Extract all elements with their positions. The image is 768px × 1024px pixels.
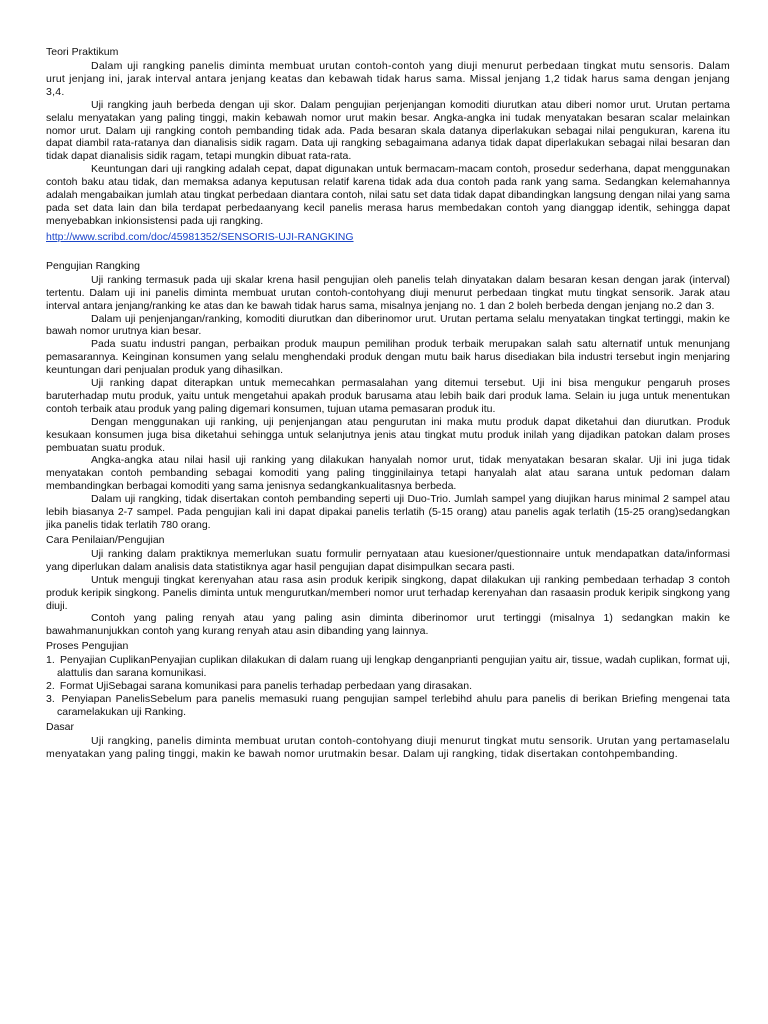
list-item bbox=[46, 693, 730, 719]
list-item bbox=[46, 654, 730, 680]
paragraph: Untuk menguji tingkat kerenyahan atau rasa asin produk keripik singkong, dapat dilakukan uji ranking pembedaan terhadap 3 contoh produk keripik singkong. Panelis diminta untuk mengurutkan/memberi nomor urut terhadap kerenyahan dan rasaasin produk keripik singkong yang diuji. bbox=[46, 573, 730, 612]
paragraph: Dalam uji rangking panelis diminta membuat urutan contoh-contoh yang diuji menurut perbedaan tingkat mutu sensoris. Dalam urut jenjang ini, jarak interval antara jenjang keatas dan kebawah tidak harus sama. Missal jenjang 1,2 tidak harus sama dengan jenjang 3,4. bbox=[46, 60, 730, 98]
paragraph: Angka-angka atau nilai hasil uji ranking yang dilakukan hanyalah nomor urut, tidak menyatakan besaran skalar. Uji ini juga tidak menyatakan contoh pembanding sebagai komoditi yang paling tingginilainya tetapi hanyalah alat atau sarana untuk pedoman dalam membandingkan berbagai komoditi yang sama jenisnya sedangkankualitasnya berbeda. bbox=[46, 454, 730, 493]
section-heading-dasar: Dasar bbox=[46, 720, 75, 733]
spacer bbox=[46, 244, 730, 258]
list-text: Penyajian CuplikanPenyajian cuplikan dilakukan di dalam ruang uji lengkap denganprianti pengujian yaitu air, tissue, wadah cuplikan, format uji, alattulis dan sarana komunikasi. bbox=[57, 654, 730, 680]
paragraph: Uji ranking termasuk pada uji skalar krena hasil pengujian oleh panelis telah dinyatakan dalam besaran kesan dengan jarak (interval) tertentu. Dalam uji ini panelis diminta membuat urutan contoh-contohyang diuji menurut perbedaan tingkat mutu tingkat sensorik. Jarak atau interval antara jenjang/ranking ke atas dan ke bawah tidak harus sama, misalnya jenjang no. 1 dan 2 boleh berbeda dengan jenjang no.2 dan 3. bbox=[46, 273, 730, 312]
paragraph: Contoh yang paling renyah atau yang paling asin diminta diberinomor urut tertinggi (misalnya 1) sedangkan makin ke bawahmanunjukkan contoh yang kurang renyah atau asin dibanding yang lainnya. bbox=[46, 612, 730, 638]
paragraph: Keuntungan dari uji rangking adalah cepat, dapat digunakan untuk bermacam-macam contoh, prosedur sederhana, dapat menggunakan contoh baku atau tidak, dan memaksa adanya keputusan relatif karena tidak ada dua contoh pada rank yang sama. Sedangkan kelemahannya adalah mengabaikan jumlah atau tingkat perbedaan diantara contoh, nilai satu set data tidak dapat dibandingkan langsung dengan nilai yang sama pada set data lain dan bila terdapat perbedaanyang kecil panelis merasa harus membedakan contoh yang dianggap identik, sehingga dapat menyebabkan inkionsistensi pada uji rangking. bbox=[46, 163, 730, 227]
process-list bbox=[46, 654, 730, 719]
list-text: Penyiapan PanelisSebelum para panelis memasuki ruang pengujian sampel terlebihd ahulu para panelis di berikan Briefing mengenai tata caramelakukan uji Ranking. bbox=[57, 692, 730, 718]
list-number: 1. bbox=[46, 654, 55, 667]
paragraph: Uji rangking jauh berbeda dengan uji skor. Dalam pengujian perjenjangan komoditi diurutkan atau diberi nomor urut. Urutan pertama selalu menyatakan yang paling tinggi, makin kebawah nomor urut makin besar. Angka-angka ini tudak menyatakan besaran scalar melainkan nomor urut. Dalam uji rangking contoh pembanding tidak ada. Pada besaran skala datanya diperlakukan sebagai nilai pengukuran, karena itu dapat diambil rata-ratanya dan dianalisis sidik ragam. Data uji rangking sebagaimana adanya tidak dapat diperlakukan sebagai nilai besaran dan tidak dapat dianalisis sidik ragam, tetapi mungkin dibuat rata-rata. bbox=[46, 98, 730, 163]
section-heading-proses-pengujian: Proses Pengujian bbox=[46, 640, 129, 653]
section-heading-cara-penilaian: Cara Penilaian/Pengujian bbox=[46, 533, 165, 546]
list-number: 2. bbox=[46, 680, 55, 693]
list-text: Format UjiSebagai sarana komunikasi para panelis terhadap perbedaan yang dirasakan. bbox=[59, 680, 473, 693]
paragraph: Dalam uji rangking, tidak disertakan contoh pembanding seperti uji Duo-Trio. Jumlah sampel yang diujikan harus minimal 2 sampel atau lebih biasanya 2-7 sampel. Pada pengujian kali ini dapat dipakai panelis terlatih (5-15 orang) atau panelis agak terlatih (15-25 orang)sedangkan jika panelis tidak terlatih 780 orang. bbox=[46, 493, 730, 531]
paragraph: Dengan menggunakan uji ranking, uji penjenjangan atau pengurutan ini maka mutu produk dapat diketahui dan diurutkan. Produk kesukaan konsumen juga bisa diketahui sehingga untuk selanjutnya jenis atau tingkat mutu produk inilah yang dijadikan patokan dalam proses pembuatan suatu produk. bbox=[46, 415, 730, 454]
list-number: 3. bbox=[46, 692, 55, 705]
paragraph: Uji ranking dalam praktiknya memerlukan suatu formulir pernyataan atau kuesioner/questionnaire untuk mendapatkan data/informasi yang diperlukan dalam analisis data statistiknya agar hasil pengujian dapat disimpulkan secara pasti. bbox=[46, 547, 730, 573]
paragraph: Uji rangking, panelis diminta membuat urutan contoh-contohyang diuji menurut tingkat mutu sensorik. Urutan yang pertamaselalu menyatakan yang paling tinggi, makin ke bawah nomor urutmakin besar. Dalam uji rangking, tidak disertakan contohpembanding. bbox=[46, 734, 730, 760]
paragraph: Pada suatu industri pangan, perbaikan produk maupun pemilihan produk terbaik merupakan salah satu alternatif untuk menunjang pemasarannya. Keinginan konsumen yang selalu menghendaki produk dengan mutu baik harus disediakan bila industri tersebut ingin menjaring keuntungan dari penjualan produk yang dihasilkan. bbox=[46, 338, 730, 377]
paragraph: Uji ranking dapat diterapkan untuk memecahkan permasalahan yang ditemui tersebut. Uji ini bisa mengukur pengaruh proses baruterhadap mutu produk, yaitu untuk mengetahui apakah produk barusama atau lebih baik dari produk lama. Selain iu juga untuk menentukan contoh terbaik atau produk yang paling digemari konsumen, tujuan utama pemasaran produk itu. bbox=[46, 377, 730, 415]
list-item bbox=[46, 680, 730, 693]
section-heading-teori: Teori Praktikum bbox=[46, 46, 119, 58]
section-heading-pengujian-rangking: Pengujian Rangking bbox=[46, 259, 140, 272]
source-link[interactable]: http://www.scribd.com/doc/45981352/SENSORIS-UJI-RANGKING bbox=[46, 230, 354, 243]
paragraph: Dalam uji penjenjangan/ranking, komoditi diurutkan dan diberinomor urut. Urutan pertama selalu menyatakan tingkat tertinggi, makin ke bawah nomor urutnya kian besar. bbox=[46, 312, 730, 338]
